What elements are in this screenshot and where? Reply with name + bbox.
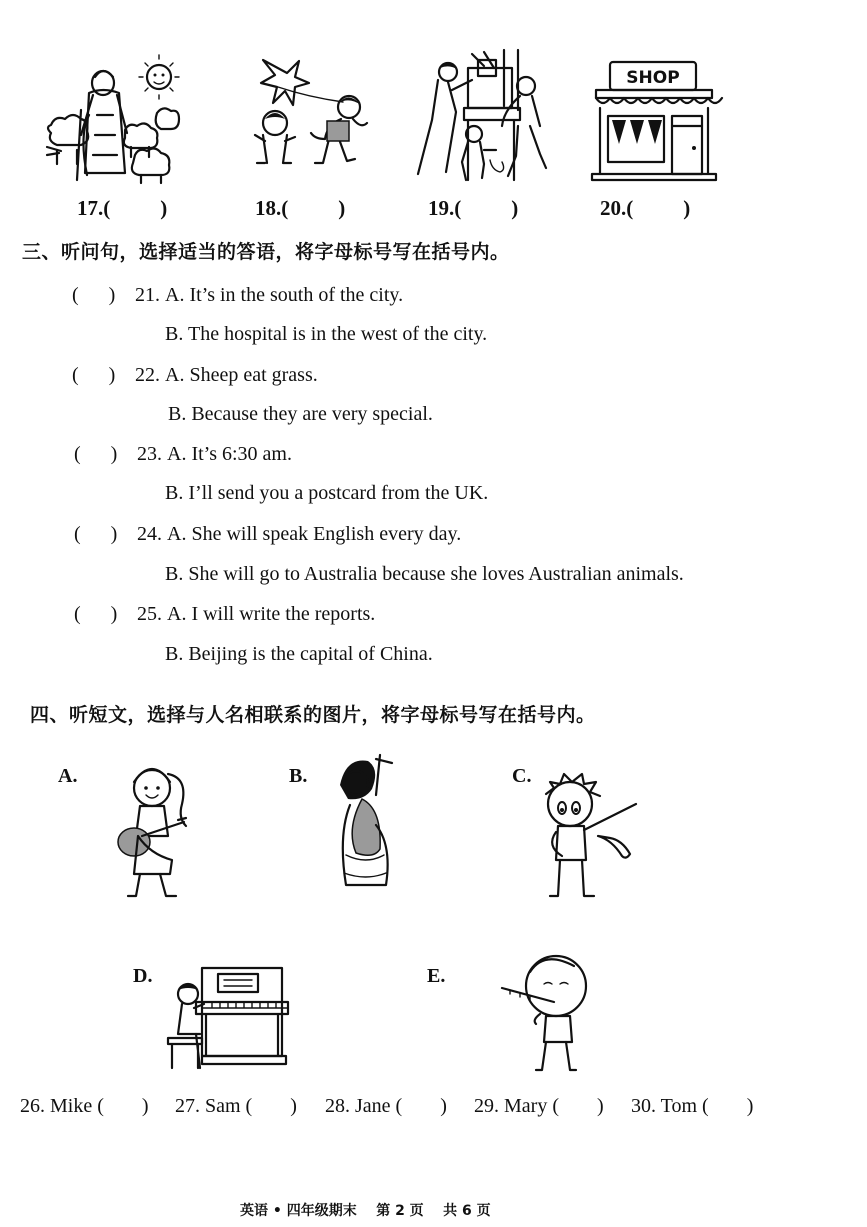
q22-answer-bracket[interactable]: ( ) [72,364,116,386]
q23-option-b: B. I’ll send you a postcard from the UK. [165,482,489,504]
q22-option-b: B. Because they are very special. [168,403,433,425]
q23-answer-bracket[interactable]: ( ) [74,443,118,465]
q29-label: 29. Mary ( [474,1095,559,1117]
q28-jane [325,1095,447,1118]
picture-d-letter: D. [133,965,153,987]
picture-e-letter: E. [427,965,446,987]
q26-close-paren: ) [141,1095,149,1117]
shop-sign-text: SHOP [626,68,680,88]
q18-open-paren: ( [281,196,289,220]
q30-close-paren: ) [746,1095,754,1117]
q17-number: 17. [77,196,104,220]
q25-option-b: B. Beijing is the capital of China. [165,643,433,665]
question-17 [77,196,167,221]
q22-number: 22. [135,364,160,386]
kite-kids-picture [243,55,373,175]
q25-option-a: A. I will write the reports. [167,603,376,625]
woman-pipa-icon [330,755,400,895]
q23-number: 23. [137,443,162,465]
q28-label: 28. Jane ( [325,1095,403,1117]
q24-number: 24. [137,523,162,545]
q21-option-a: A. It’s in the south of the city. [165,284,404,306]
q19-open-paren: ( [454,196,462,220]
q20-open-paren: ( [626,196,634,220]
q26-label: 26. Mike ( [20,1095,104,1117]
section-3-title: 三、听问句，选择适当的答语，将字母标号写在括号内。 [22,241,510,263]
picture-c-letter: C. [512,765,532,787]
q27-label: 27. Sam ( [175,1095,253,1117]
q17-open-paren: ( [103,196,111,220]
page-footer: 英语 • 四年级期末 第 2 页 共 6 页 [240,1203,491,1219]
q27-sam [175,1095,297,1118]
q29-close-paren: ) [596,1095,604,1117]
girl-guitar-icon [112,760,192,905]
q20-number: 20. [600,196,627,220]
q23-option-a: A. It’s 6:30 am. [167,443,292,465]
shop-picture [592,60,717,185]
q29-mary [474,1095,604,1118]
boy-violin-icon [538,770,648,905]
q24-option-b: B. She will go to Australia because she loves Australian animals. [165,563,684,585]
q25-number: 25. [137,603,162,625]
q21-number: 21. [135,284,160,306]
q25-answer-bracket[interactable]: ( ) [74,603,118,625]
q28-close-paren: ) [440,1095,447,1117]
picture-b-letter: B. [289,765,308,787]
picture-a-letter: A. [58,765,78,787]
post-office-picture [408,50,553,185]
q17-close-paren: ) [160,196,168,220]
q30-label: 30. Tom ( [631,1095,709,1117]
question-19 [428,196,518,221]
q24-answer-bracket[interactable]: ( ) [74,523,118,545]
boy-flute-icon [500,952,600,1077]
question-18 [255,196,345,221]
q18-close-paren: ) [338,196,346,220]
child-piano-icon [162,962,290,1074]
question-20 [600,196,690,221]
shepherd-sheep-picture [45,55,185,185]
q18-number: 18. [255,196,282,220]
q21-option-b: B. The hospital is in the west of the city. [165,323,488,345]
q20-close-paren: ) [683,196,691,220]
section-4-title: 四、听短文，选择与人名相联系的图片，将字母标号写在括号内。 [30,704,596,726]
q19-close-paren: ) [511,196,519,220]
q24-option-a: A. She will speak English every day. [167,523,462,545]
q22-option-a: A. Sheep eat grass. [165,364,318,386]
q27-close-paren: ) [290,1095,297,1117]
q21-answer-bracket[interactable]: ( ) [72,284,116,306]
q26-mike [20,1095,149,1118]
q30-tom [631,1095,753,1118]
q19-number: 19. [428,196,455,220]
